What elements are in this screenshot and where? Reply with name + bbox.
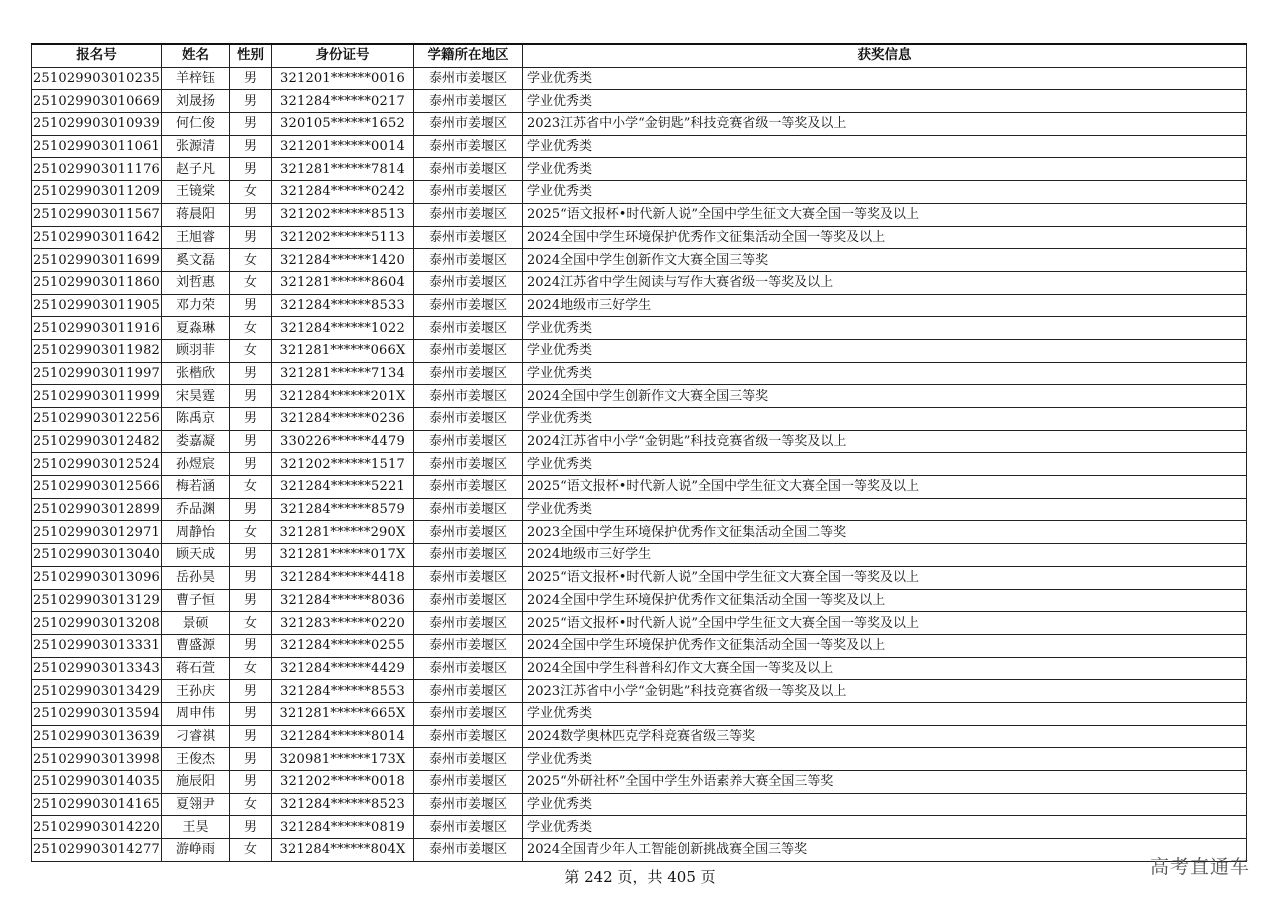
school-region-cell: 泰州市姜堰区 bbox=[414, 702, 523, 725]
gender-cell: 男 bbox=[230, 90, 272, 113]
award-info-cell: 学业优秀类 bbox=[523, 362, 1247, 385]
table-row bbox=[32, 839, 1247, 862]
gender-cell: 男 bbox=[230, 725, 272, 748]
gender-cell: 女 bbox=[230, 317, 272, 340]
registration-number-cell: 251029903012524 bbox=[32, 453, 162, 476]
gender-cell: 男 bbox=[230, 408, 272, 431]
gender-cell: 男 bbox=[230, 113, 272, 136]
name-cell: 王俊杰 bbox=[162, 748, 230, 771]
award-info-cell: 学业优秀类 bbox=[523, 90, 1247, 113]
gender-cell: 女 bbox=[230, 612, 272, 635]
registration-number-cell: 251029903014165 bbox=[32, 793, 162, 816]
registration-number-cell: 251029903013429 bbox=[32, 680, 162, 703]
award-info-cell: 学业优秀类 bbox=[523, 67, 1247, 90]
name-cell: 刘哲惠 bbox=[162, 271, 230, 294]
table-row bbox=[32, 589, 1247, 612]
registration-number-cell: 251029903011916 bbox=[32, 317, 162, 340]
id-number-cell: 321284******0255 bbox=[272, 634, 414, 657]
registration-number-cell: 251029903011999 bbox=[32, 385, 162, 408]
registration-number-cell: 251029903012482 bbox=[32, 430, 162, 453]
school-region-cell: 泰州市姜堰区 bbox=[414, 680, 523, 703]
school-region-cell: 泰州市姜堰区 bbox=[414, 181, 523, 204]
id-number-cell: 321284******8553 bbox=[272, 680, 414, 703]
id-number-cell: 320981******173X bbox=[272, 748, 414, 771]
gender-cell: 女 bbox=[230, 839, 272, 862]
school-region-cell: 泰州市姜堰区 bbox=[414, 771, 523, 794]
award-info-cell: 2024江苏省中学生阅读与写作大赛省级一等奖及以上 bbox=[523, 271, 1247, 294]
award-info-cell: 2024全国中学生环境保护优秀作文征集活动全国一等奖及以上 bbox=[523, 634, 1247, 657]
name-cell: 蒋石萱 bbox=[162, 657, 230, 680]
gender-cell: 女 bbox=[230, 793, 272, 816]
id-number-cell: 321284******0819 bbox=[272, 816, 414, 839]
table-row bbox=[32, 816, 1247, 839]
school-region-cell: 泰州市姜堰区 bbox=[414, 203, 523, 226]
table-row bbox=[32, 793, 1247, 816]
registration-number-cell: 251029903013331 bbox=[32, 634, 162, 657]
table-row bbox=[32, 385, 1247, 408]
gender-cell: 男 bbox=[230, 680, 272, 703]
name-cell: 乔品渊 bbox=[162, 498, 230, 521]
award-info-cell: 学业优秀类 bbox=[523, 339, 1247, 362]
award-info-cell: 2024全国中学生科普科幻作文大赛全国一等奖及以上 bbox=[523, 657, 1247, 680]
award-info-cell: 2024全国中学生环境保护优秀作文征集活动全国一等奖及以上 bbox=[523, 226, 1247, 249]
school-region-cell: 泰州市姜堰区 bbox=[414, 589, 523, 612]
school-region-cell: 泰州市姜堰区 bbox=[414, 498, 523, 521]
award-info-cell: 学业优秀类 bbox=[523, 793, 1247, 816]
name-cell: 蒋晨阳 bbox=[162, 203, 230, 226]
id-number-cell: 321284******8579 bbox=[272, 498, 414, 521]
table-row bbox=[32, 702, 1247, 725]
award-info-cell: 学业优秀类 bbox=[523, 408, 1247, 431]
award-info-cell: 学业优秀类 bbox=[523, 816, 1247, 839]
registration-number-cell: 251029903013096 bbox=[32, 566, 162, 589]
id-number-cell: 321281******066X bbox=[272, 339, 414, 362]
table-row bbox=[32, 657, 1247, 680]
name-cell: 邓力荣 bbox=[162, 294, 230, 317]
award-info-cell: 2023全国中学生环境保护优秀作文征集活动全国二等奖 bbox=[523, 521, 1247, 544]
registration-number-cell: 251029903011997 bbox=[32, 362, 162, 385]
gender-cell: 男 bbox=[230, 158, 272, 181]
registration-number-cell: 251029903012899 bbox=[32, 498, 162, 521]
name-cell: 周静怡 bbox=[162, 521, 230, 544]
registration-number-cell: 251029903013129 bbox=[32, 589, 162, 612]
registration-number-cell: 251029903013998 bbox=[32, 748, 162, 771]
gender-cell: 男 bbox=[230, 294, 272, 317]
award-info-cell: 2024全国青少年人工智能创新挑战赛全国三等奖 bbox=[523, 839, 1247, 862]
school-region-cell: 泰州市姜堰区 bbox=[414, 135, 523, 158]
id-number-cell: 321202******8513 bbox=[272, 203, 414, 226]
award-info-cell: 2024数学奥林匹克学科竞赛省级三等奖 bbox=[523, 725, 1247, 748]
gender-cell: 女 bbox=[230, 657, 272, 680]
award-info-cell: 学业优秀类 bbox=[523, 135, 1247, 158]
id-number-cell: 321284******4418 bbox=[272, 566, 414, 589]
award-info-cell: 2025“语文报杯•时代新人说”全国中学生征文大赛全国一等奖及以上 bbox=[523, 612, 1247, 635]
school-region-cell: 泰州市姜堰区 bbox=[414, 634, 523, 657]
id-number-cell: 321284******0236 bbox=[272, 408, 414, 431]
award-info-cell: 学业优秀类 bbox=[523, 702, 1247, 725]
header-gender: 性别 bbox=[230, 44, 272, 67]
registration-number-cell: 251029903011905 bbox=[32, 294, 162, 317]
school-region-cell: 泰州市姜堰区 bbox=[414, 566, 523, 589]
table-row bbox=[32, 271, 1247, 294]
name-cell: 夏淼琳 bbox=[162, 317, 230, 340]
award-info-cell: 2025“语文报杯•时代新人说”全国中学生征文大赛全国一等奖及以上 bbox=[523, 566, 1247, 589]
gender-cell: 男 bbox=[230, 634, 272, 657]
id-number-cell: 321284******0242 bbox=[272, 181, 414, 204]
gender-cell: 男 bbox=[230, 566, 272, 589]
registration-number-cell: 251029903014035 bbox=[32, 771, 162, 794]
award-info-cell: 学业优秀类 bbox=[523, 158, 1247, 181]
registration-number-cell: 251029903014220 bbox=[32, 816, 162, 839]
name-cell: 奚文磊 bbox=[162, 249, 230, 272]
gender-cell: 男 bbox=[230, 226, 272, 249]
registration-number-cell: 251029903013639 bbox=[32, 725, 162, 748]
id-number-cell: 321284******804X bbox=[272, 839, 414, 862]
award-info-cell: 2025“外研社杯”全国中学生外语素养大赛全国三等奖 bbox=[523, 771, 1247, 794]
school-region-cell: 泰州市姜堰区 bbox=[414, 839, 523, 862]
school-region-cell: 泰州市姜堰区 bbox=[414, 793, 523, 816]
id-number-cell: 321283******0220 bbox=[272, 612, 414, 635]
name-cell: 游峥雨 bbox=[162, 839, 230, 862]
registration-number-cell: 251029903010669 bbox=[32, 90, 162, 113]
school-region-cell: 泰州市姜堰区 bbox=[414, 249, 523, 272]
registration-number-cell: 251029903013594 bbox=[32, 702, 162, 725]
name-cell: 羊梓钰 bbox=[162, 67, 230, 90]
gender-cell: 女 bbox=[230, 181, 272, 204]
gender-cell: 男 bbox=[230, 748, 272, 771]
gender-cell: 男 bbox=[230, 498, 272, 521]
table-row bbox=[32, 498, 1247, 521]
school-region-cell: 泰州市姜堰区 bbox=[414, 90, 523, 113]
header-id-number: 身份证号 bbox=[272, 44, 414, 67]
table-row bbox=[32, 67, 1247, 90]
table-row bbox=[32, 362, 1247, 385]
registration-number-cell: 251029903011860 bbox=[32, 271, 162, 294]
name-cell: 曹盛源 bbox=[162, 634, 230, 657]
name-cell: 王旭睿 bbox=[162, 226, 230, 249]
table-row bbox=[32, 634, 1247, 657]
school-region-cell: 泰州市姜堰区 bbox=[414, 113, 523, 136]
award-info-cell: 2023江苏省中小学“金钥匙”科技竞赛省级一等奖及以上 bbox=[523, 113, 1247, 136]
id-number-cell: 321284******8036 bbox=[272, 589, 414, 612]
table-row bbox=[32, 249, 1247, 272]
table-row bbox=[32, 226, 1247, 249]
name-cell: 刘晟扬 bbox=[162, 90, 230, 113]
school-region-cell: 泰州市姜堰区 bbox=[414, 430, 523, 453]
name-cell: 刁睿祺 bbox=[162, 725, 230, 748]
results-table bbox=[31, 43, 1247, 862]
school-region-cell: 泰州市姜堰区 bbox=[414, 271, 523, 294]
name-cell: 宋昊霆 bbox=[162, 385, 230, 408]
registration-number-cell: 251029903012256 bbox=[32, 408, 162, 431]
table-row bbox=[32, 566, 1247, 589]
award-info-cell: 学业优秀类 bbox=[523, 181, 1247, 204]
gender-cell: 男 bbox=[230, 589, 272, 612]
name-cell: 景硕 bbox=[162, 612, 230, 635]
name-cell: 梅若涵 bbox=[162, 476, 230, 499]
name-cell: 娄嘉凝 bbox=[162, 430, 230, 453]
gender-cell: 男 bbox=[230, 385, 272, 408]
id-number-cell: 320105******1652 bbox=[272, 113, 414, 136]
name-cell: 岳孙昊 bbox=[162, 566, 230, 589]
school-region-cell: 泰州市姜堰区 bbox=[414, 544, 523, 567]
registration-number-cell: 251029903013040 bbox=[32, 544, 162, 567]
name-cell: 孙煜宸 bbox=[162, 453, 230, 476]
id-number-cell: 321202******5113 bbox=[272, 226, 414, 249]
id-number-cell: 321201******0014 bbox=[272, 135, 414, 158]
id-number-cell: 321284******201X bbox=[272, 385, 414, 408]
table-row bbox=[32, 725, 1247, 748]
id-number-cell: 321281******290X bbox=[272, 521, 414, 544]
award-info-cell: 2025“语文报杯•时代新人说”全国中学生征文大赛全国一等奖及以上 bbox=[523, 476, 1247, 499]
table-row bbox=[32, 748, 1247, 771]
gender-cell: 女 bbox=[230, 249, 272, 272]
table-row bbox=[32, 476, 1247, 499]
table-row bbox=[32, 203, 1247, 226]
registration-number-cell: 251029903010235 bbox=[32, 67, 162, 90]
school-region-cell: 泰州市姜堰区 bbox=[414, 521, 523, 544]
name-cell: 曹子恒 bbox=[162, 589, 230, 612]
name-cell: 夏翎尹 bbox=[162, 793, 230, 816]
school-region-cell: 泰州市姜堰区 bbox=[414, 657, 523, 680]
id-number-cell: 321284******1420 bbox=[272, 249, 414, 272]
id-number-cell: 321201******0016 bbox=[272, 67, 414, 90]
school-region-cell: 泰州市姜堰区 bbox=[414, 226, 523, 249]
registration-number-cell: 251029903011567 bbox=[32, 203, 162, 226]
table-row bbox=[32, 317, 1247, 340]
award-info-cell: 2023江苏省中小学“金钥匙”科技竞赛省级一等奖及以上 bbox=[523, 680, 1247, 703]
award-info-cell: 学业优秀类 bbox=[523, 498, 1247, 521]
school-region-cell: 泰州市姜堰区 bbox=[414, 748, 523, 771]
registration-number-cell: 251029903014277 bbox=[32, 839, 162, 862]
award-info-cell: 学业优秀类 bbox=[523, 453, 1247, 476]
name-cell: 王昊 bbox=[162, 816, 230, 839]
name-cell: 张源清 bbox=[162, 135, 230, 158]
award-info-cell: 学业优秀类 bbox=[523, 748, 1247, 771]
table-row bbox=[32, 158, 1247, 181]
table-row bbox=[32, 90, 1247, 113]
table-row bbox=[32, 680, 1247, 703]
registration-number-cell: 251029903011176 bbox=[32, 158, 162, 181]
id-number-cell: 321202******1517 bbox=[272, 453, 414, 476]
table-body bbox=[32, 67, 1247, 861]
table-row bbox=[32, 339, 1247, 362]
id-number-cell: 321281******665X bbox=[272, 702, 414, 725]
registration-number-cell: 251029903011642 bbox=[32, 226, 162, 249]
header-award-info: 获奖信息 bbox=[523, 44, 1247, 67]
registration-number-cell: 251029903010939 bbox=[32, 113, 162, 136]
award-info-cell: 2024地级市三好学生 bbox=[523, 294, 1247, 317]
table-row bbox=[32, 453, 1247, 476]
registration-number-cell: 251029903013208 bbox=[32, 612, 162, 635]
award-info-cell: 2024地级市三好学生 bbox=[523, 544, 1247, 567]
id-number-cell: 321281******7814 bbox=[272, 158, 414, 181]
award-info-cell: 2024全国中学生创新作文大赛全国三等奖 bbox=[523, 385, 1247, 408]
id-number-cell: 321284******4429 bbox=[272, 657, 414, 680]
id-number-cell: 321284******1022 bbox=[272, 317, 414, 340]
id-number-cell: 321284******8523 bbox=[272, 793, 414, 816]
watermark-logo: 高考直通车 bbox=[1149, 856, 1250, 878]
gender-cell: 男 bbox=[230, 135, 272, 158]
gender-cell: 男 bbox=[230, 816, 272, 839]
name-cell: 赵子凡 bbox=[162, 158, 230, 181]
id-number-cell: 321284******5221 bbox=[272, 476, 414, 499]
school-region-cell: 泰州市姜堰区 bbox=[414, 362, 523, 385]
gender-cell: 女 bbox=[230, 521, 272, 544]
header-registration-number: 报名号 bbox=[32, 44, 162, 67]
table-row bbox=[32, 612, 1247, 635]
school-region-cell: 泰州市姜堰区 bbox=[414, 476, 523, 499]
header-row bbox=[32, 44, 1247, 67]
id-number-cell: 330226******4479 bbox=[272, 430, 414, 453]
school-region-cell: 泰州市姜堰区 bbox=[414, 725, 523, 748]
gender-cell: 男 bbox=[230, 702, 272, 725]
registration-number-cell: 251029903012971 bbox=[32, 521, 162, 544]
name-cell: 王镜棠 bbox=[162, 181, 230, 204]
name-cell: 王孙庆 bbox=[162, 680, 230, 703]
table-row bbox=[32, 135, 1247, 158]
table-row bbox=[32, 181, 1247, 204]
name-cell: 顾羽菲 bbox=[162, 339, 230, 362]
school-region-cell: 泰州市姜堰区 bbox=[414, 339, 523, 362]
award-info-cell: 学业优秀类 bbox=[523, 317, 1247, 340]
id-number-cell: 321284******8533 bbox=[272, 294, 414, 317]
gender-cell: 男 bbox=[230, 362, 272, 385]
table-row bbox=[32, 430, 1247, 453]
gender-cell: 女 bbox=[230, 271, 272, 294]
registration-number-cell: 251029903013343 bbox=[32, 657, 162, 680]
id-number-cell: 321284******8014 bbox=[272, 725, 414, 748]
id-number-cell: 321202******0018 bbox=[272, 771, 414, 794]
registration-number-cell: 251029903011699 bbox=[32, 249, 162, 272]
table-row bbox=[32, 771, 1247, 794]
registration-number-cell: 251029903012566 bbox=[32, 476, 162, 499]
table-row bbox=[32, 113, 1247, 136]
id-number-cell: 321281******8604 bbox=[272, 271, 414, 294]
school-region-cell: 泰州市姜堰区 bbox=[414, 816, 523, 839]
name-cell: 陈禹京 bbox=[162, 408, 230, 431]
school-region-cell: 泰州市姜堰区 bbox=[414, 317, 523, 340]
id-number-cell: 321284******0217 bbox=[272, 90, 414, 113]
school-region-cell: 泰州市姜堰区 bbox=[414, 158, 523, 181]
award-info-cell: 2025“语文报杯•时代新人说”全国中学生征文大赛全国一等奖及以上 bbox=[523, 203, 1247, 226]
school-region-cell: 泰州市姜堰区 bbox=[414, 67, 523, 90]
school-region-cell: 泰州市姜堰区 bbox=[414, 408, 523, 431]
gender-cell: 男 bbox=[230, 203, 272, 226]
gender-cell: 男 bbox=[230, 430, 272, 453]
table-row bbox=[32, 408, 1247, 431]
name-cell: 周申伟 bbox=[162, 702, 230, 725]
header-school-region: 学籍所在地区 bbox=[414, 44, 523, 67]
table-row bbox=[32, 294, 1247, 317]
gender-cell: 男 bbox=[230, 544, 272, 567]
table-row bbox=[32, 544, 1247, 567]
gender-cell: 女 bbox=[230, 339, 272, 362]
id-number-cell: 321281******017X bbox=[272, 544, 414, 567]
header-name: 姓名 bbox=[162, 44, 230, 67]
gender-cell: 男 bbox=[230, 67, 272, 90]
school-region-cell: 泰州市姜堰区 bbox=[414, 453, 523, 476]
id-number-cell: 321281******7134 bbox=[272, 362, 414, 385]
school-region-cell: 泰州市姜堰区 bbox=[414, 612, 523, 635]
page-number: 第 242 页，共 405 页 bbox=[564, 868, 716, 886]
name-cell: 张楷欣 bbox=[162, 362, 230, 385]
registration-number-cell: 251029903011982 bbox=[32, 339, 162, 362]
gender-cell: 女 bbox=[230, 476, 272, 499]
gender-cell: 男 bbox=[230, 771, 272, 794]
school-region-cell: 泰州市姜堰区 bbox=[414, 385, 523, 408]
award-info-cell: 2024全国中学生环境保护优秀作文征集活动全国一等奖及以上 bbox=[523, 589, 1247, 612]
table-row bbox=[32, 521, 1247, 544]
name-cell: 施辰阳 bbox=[162, 771, 230, 794]
gender-cell: 男 bbox=[230, 453, 272, 476]
name-cell: 顾天成 bbox=[162, 544, 230, 567]
name-cell: 何仁俊 bbox=[162, 113, 230, 136]
registration-number-cell: 251029903011061 bbox=[32, 135, 162, 158]
award-info-cell: 2024江苏省中小学“金钥匙”科技竞赛省级一等奖及以上 bbox=[523, 430, 1247, 453]
table-header bbox=[32, 44, 1247, 67]
award-info-cell: 2024全国中学生创新作文大赛全国三等奖 bbox=[523, 249, 1247, 272]
registration-number-cell: 251029903011209 bbox=[32, 181, 162, 204]
school-region-cell: 泰州市姜堰区 bbox=[414, 294, 523, 317]
